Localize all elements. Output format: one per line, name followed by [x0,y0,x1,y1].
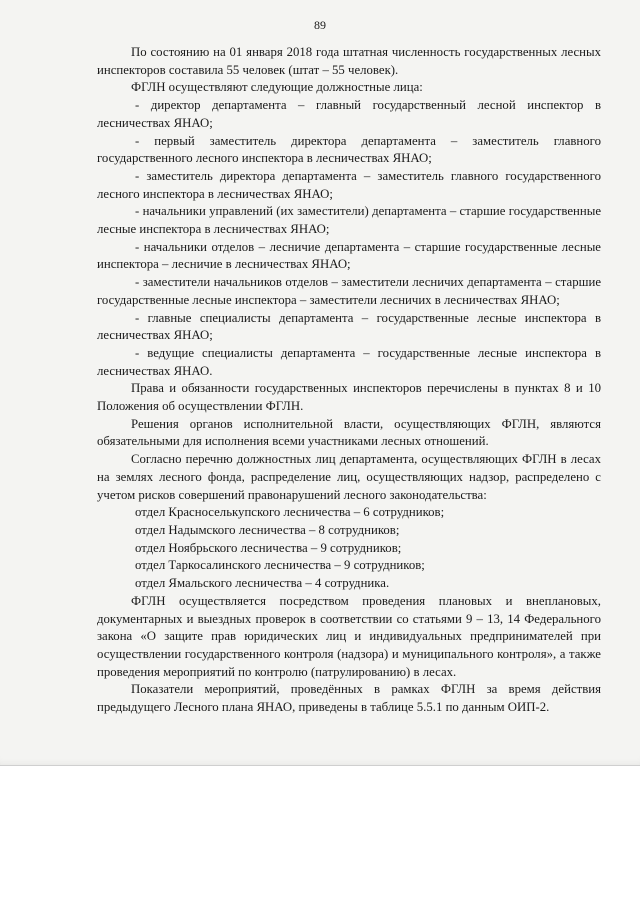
department-line: отдел Ноябрьского лесничества – 9 сотрудников; [135,540,402,555]
list-item: - заместитель директора департамента – заместитель главного государственного лесного инспектора в лесничествах ЯНАО; [97,168,601,201]
list-item: - начальники отделов – лесничие департамента – старшие государственные лесные инспектора – лесничие в лесничествах ЯНАО; [97,239,601,272]
list-item: - первый заместитель директора департамента – заместитель главного государственного лесного инспектора в лесничествах ЯНАО; [97,133,601,166]
list-item: - главные специалисты департамента – государственные лесные инспектора в лесничествах ЯНАО; [97,310,601,343]
department-line: отдел Ямальского лесничества – 4 сотрудника. [135,576,390,591]
department-line: отдел Надымского лесничества – 8 сотрудников; [135,522,400,537]
list-item: - начальники управлений (их заместители) департамента – старшие государственные лесные инспектора в лесничествах ЯНАО; [97,204,601,237]
paragraph: По состоянию на 01 января 2018 года штатная численность государственных лесных инспекторов составила 55 человек (штат – 55 человек). [97,45,601,77]
paragraph: Согласно перечню должностных лиц департамента, осуществляющих ФГЛН в лесах на землях лесного фонда, распределение лиц, осуществляющих надзор, распределено с учетом рисков совершений правонарушений лесного законодательства: [97,452,601,502]
paragraph: Права и обязанности государственных инспекторов перечислены в пунктах 8 и 10 Положения об осуществлении ФГЛН. [97,381,601,414]
body-text [97,44,601,717]
department-line: отдел Таркосалинского лесничества – 9 сотрудников; [135,558,425,573]
list-item: - ведущие специалисты департамента – государственные лесные инспектора в лесничествах ЯНАО. [97,345,601,378]
paragraph: Решения органов исполнительной власти, осуществляющих ФГЛН, являются обязательными для исполнения всеми участниками лесных отношений. [97,416,601,449]
paragraph: Показатели мероприятий, проведённых в рамках ФГЛН за время действия предыдущего Лесного плана ЯНАО, приведены в таблице 5.5.1 по данным ОИП-2. [97,682,601,715]
list-item: - заместители начальников отделов – заместители лесничих департамента – старшие государственные лесные инспектора – заместители лесничих в лесничествах ЯНАО; [97,275,601,307]
page-number: 89 [314,18,326,32]
paragraph: ФГЛН осуществляется посредством проведения плановых и внеплановых, документарных и выездных проверок в соответствии со статьями 9 – 13, 14 Федерального закона «О защите прав юридических лиц и индивидуальных предпринимателей при осуществлении государственного контроля (надзора) и муниципального контроля», а также проведения мероприятий по контролю (патрулированию) в лесах. [97,593,601,679]
department-line: отдел Красноселькупского лесничества – 6 сотрудников; [135,505,445,520]
paragraph: ФГЛН осуществляют следующие должностные лица: [131,80,423,95]
list-item: - директор департамента – главный государственный лесной инспектор в лесничествах ЯНАО; [97,98,601,130]
